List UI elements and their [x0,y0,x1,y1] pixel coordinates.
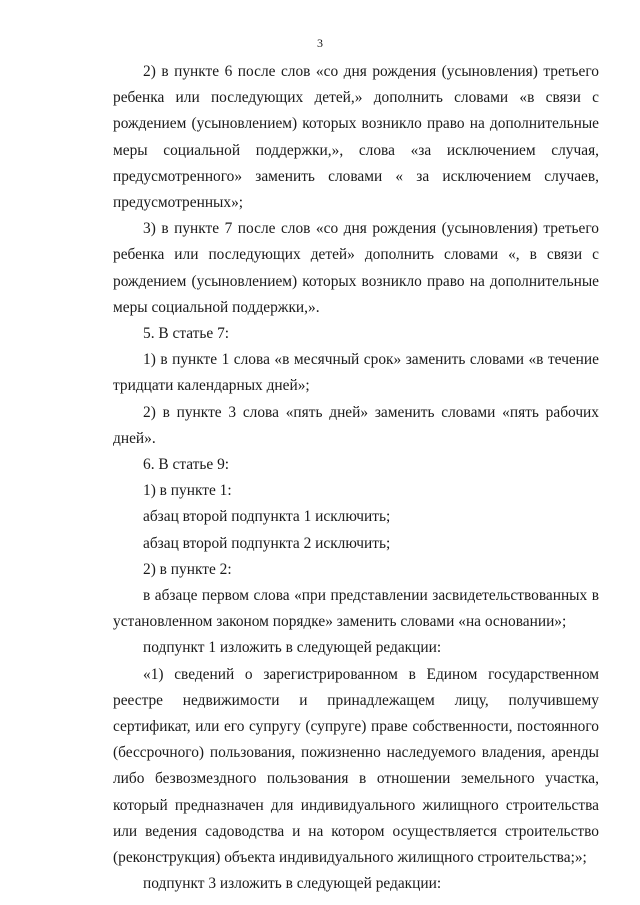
paragraph: 1) в пункте 1 слова «в месячный срок» заменить словами «в течение тридцати календарных дней»; [113,351,599,395]
paragraph: «1) сведений о зарегистрированном в Едином государственном реестре недвижимости и принадлежащем лицу, получившему сертификат, или его супругу (супруге) праве собственности, постоянного (бессрочного) пользования, пожизненно наследуемого владения, аренды либо безвозмездного пользования в отношении земельного участка, который предназначен для индивидуального жилищного строительства или ведения садоводства и на котором осуществляется строительство (реконструкция) объекта индивидуального жилищного строительства;»; [113,665,599,867]
paragraph: 2) в пункте 6 после слов «со дня рождения (усыновления) третьего ребенка или последующих детей,» дополнить словами «в связи с рождением (усыновлением) которых возникло право на дополнительные меры социальной поддержки,», слова «за исключением случая, предусмотренного» заменить словами « за исключением случаев, предусмотренных»; [113,63,599,212]
paragraph: 1) в пункте 1: [143,482,232,500]
paragraph: подпункт 1 изложить в следующей редакции: [143,639,442,657]
page-number: 3 [317,36,323,50]
paragraph: 2) в пункте 3 слова «пять дней» заменить словами «пять рабочих дней». [113,403,599,447]
paragraph: 5. В статье 7: [143,325,230,343]
paragraph: 2) в пункте 2: [143,560,232,578]
paragraph: абзац второй подпункта 1 исключить; [143,508,391,526]
paragraph: в абзаце первом слова «при представлении засвидетельствованных в установленном законом порядке» заменить словами «на основании»; [113,587,599,631]
document-text [113,59,599,898]
paragraph: абзац второй подпункта 2 исключить; [143,534,391,552]
paragraph: 6. В статье 9: [143,456,230,474]
paragraph: подпункт 3 изложить в следующей редакции: [143,875,442,893]
paragraph: 3) в пункте 7 после слов «со дня рождения (усыновления) третьего ребенка или последующих детей» дополнить словами «, в связи с рождением (усыновлением) которых возникло право на дополнительные меры социальной поддержки,». [113,220,599,316]
